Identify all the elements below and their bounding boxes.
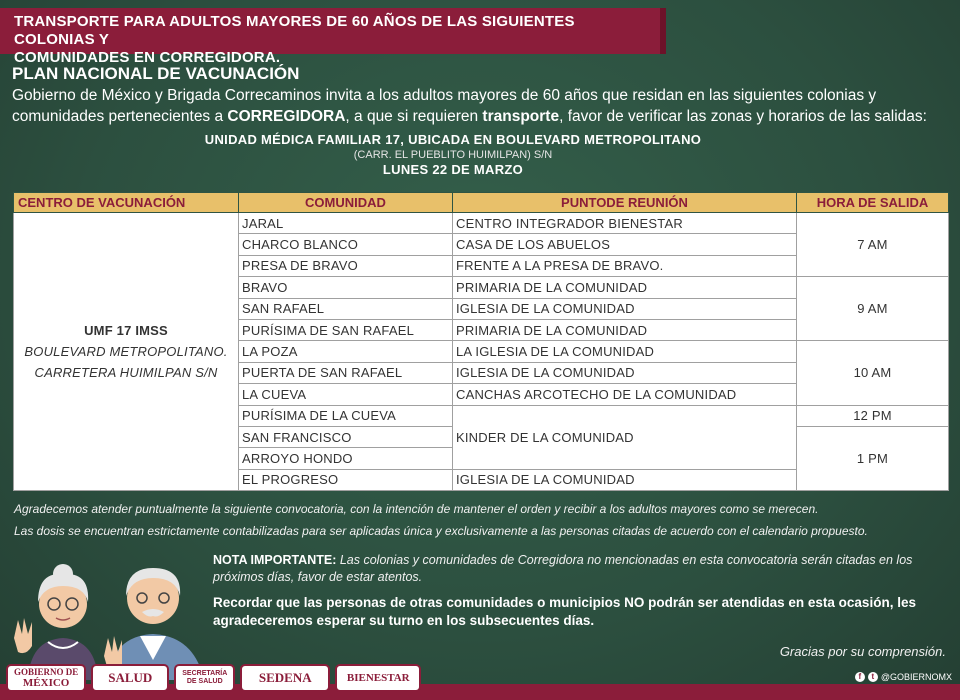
note-label: NOTA IMPORTANTE: [213,553,337,567]
punto-cell: CANCHAS ARCOTECHO DE LA COMUNIDAD [453,384,797,405]
note-punctuality: Agradecemos atender puntualmente la siguiente convocatoria, con la intención de mantener el orden y recibir a los adultos mayores como se merecen. [14,502,819,516]
elderly-couple-illustration [8,560,208,680]
punto-cell: PRIMARIA DE LA COMUNIDAD [453,319,797,340]
banner-line-2: COMUNIDADES EN CORREGIDORA. [14,49,281,66]
footer-logos [6,664,421,694]
punto-cell: IGLESIA DE LA COMUNIDAD [453,362,797,383]
header-punto: PUNTODE REUNIÓN [453,193,797,213]
facebook-icon[interactable]: f [855,672,865,682]
hour-cell: 12 PM [797,405,949,426]
center-address-2: CARRETERA HUIMILPAN S/N [34,365,218,381]
hour-cell: 9 AM [797,277,949,341]
logo-gobierno-bottom: MÉXICO [22,677,70,689]
center-name: UMF 17 IMSS [84,323,168,339]
logo-secretaria-salud [174,664,235,692]
center-address-1: BOULEVARD METROPOLITANO. [24,344,228,360]
punto-cell: FRENTE A LA PRESA DE BRAVO. [453,255,797,276]
logo-secretaria-top: SECRETARÍA [182,670,228,677]
social-links [855,672,952,682]
intro-bold-transporte: transporte [482,108,560,125]
location-title: UNIDAD MÉDICA FAMILIAR 17, UBICADA EN BOULEVARD METROPOLITANO [204,132,702,147]
hour-cell: 10 AM [797,341,949,405]
logo-gobierno-mexico [6,664,86,692]
comunidad-cell: PUERTA DE SAN RAFAEL [239,362,453,383]
logo-salud: SALUD [91,664,169,692]
event-date: LUNES 22 DE MARZO [382,162,524,177]
comunidad-cell: LA POZA [239,341,453,362]
comunidad-cell: LA CUEVA [239,384,453,405]
banner-line-1: TRANSPORTE PARA ADULTOS MAYORES DE 60 AÑOS DE LAS SIGUIENTES COLONIAS Y [14,13,575,48]
twitter-icon[interactable]: t [868,672,878,682]
intro-text-1: Gobierno de México y Brigada Correcaminos invita a los adultos mayores de 60 años que residan en las siguientes colonias y comunidades pertenecientes a [12,87,877,125]
intro-text-3: , favor de verificar las zonas y horarios de las salidas: [559,108,927,125]
comunidad-cell: CHARCO BLANCO [239,234,453,255]
punto-cell: IGLESIA DE LA COMUNIDAD [453,469,797,490]
table-row [14,213,949,234]
comunidad-cell: PURÍSIMA DE LA CUEVA [239,405,453,426]
important-note [213,552,953,586]
note-doses: Las dosis se encuentran estrictamente contabilizadas para ser aplicadas única y exclusivamente a las personas citadas de acuerdo con el calendario propuesto. [14,524,868,538]
hour-cell: 7 AM [797,213,949,277]
table-header-row [14,193,949,213]
comunidad-cell: PURÍSIMA DE SAN RAFAEL [239,319,453,340]
schedule-table [13,192,949,491]
logo-secretaria-bottom: DE SALUD [186,678,223,685]
intro-bold-corregidora: CORREGIDORA [227,108,346,125]
intro-paragraph [12,85,957,127]
note-text: Las colonias y comunidades de Corregidora no mencionadas en esta convocatoria serán citadas en los próximos días, favor de estar atentos. [213,553,913,584]
thanks-text: Gracias por su comprensión. [779,644,946,659]
comunidad-cell: BRAVO [239,277,453,298]
punto-cell: IGLESIA DE LA COMUNIDAD [453,298,797,319]
hour-cell: 1 PM [797,426,949,490]
header-hora: HORA DE SALIDA [797,193,949,213]
punto-cell: CASA DE LOS ABUELOS [453,234,797,255]
punto-cell: LA IGLESIA DE LA COMUNIDAD [453,341,797,362]
header-comunidad: COMUNIDAD [239,193,453,213]
vaccination-center-cell [14,213,239,491]
punto-cell: CENTRO INTEGRADOR BIENESTAR [453,213,797,234]
reminder-text: Recordar que las personas de otras comunidades o municipios NO podrán ser atendidas en esta ocasión, les agradeceremos esperar su turno en los subsecuentes días. [213,595,916,628]
logo-gobierno-top: GOBIERNO DE [14,667,79,677]
punto-cell: KINDER DE LA COMUNIDAD [453,405,797,469]
location-subtitle: (CARR. EL PUEBLITO HUIMILPAN) S/N [353,149,553,161]
logo-sedena: SEDENA [240,664,330,692]
title-banner [0,8,666,66]
header-centro: CENTRO DE VACUNACIÓN [14,193,239,213]
comunidad-cell: PRESA DE BRAVO [239,255,453,276]
elderly-woman-icon [14,564,98,680]
comunidad-cell: SAN RAFAEL [239,298,453,319]
comunidad-cell: SAN FRANCISCO [239,426,453,447]
page-heading: PLAN NACIONAL DE VACUNACIÓN [12,64,300,83]
intro-text-2: , a que si requieren [345,108,483,125]
punto-cell: PRIMARIA DE LA COMUNIDAD [453,277,797,298]
comunidad-cell: ARROYO HONDO [239,448,453,469]
comunidad-cell: EL PROGRESO [239,469,453,490]
logo-bienestar: BIENESTAR [335,664,421,692]
comunidad-cell: JARAL [239,213,453,234]
social-handle[interactable]: @GOBIERNOMX [880,672,952,682]
